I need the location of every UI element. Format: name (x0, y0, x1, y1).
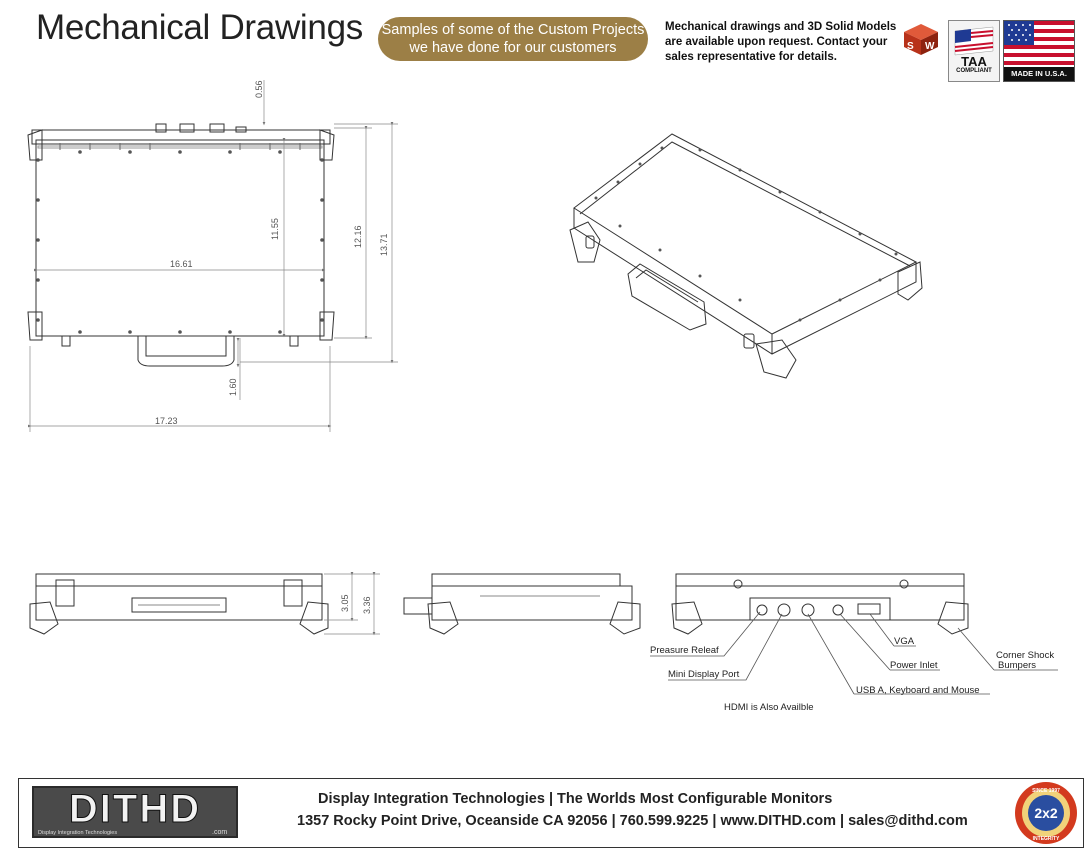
dim-height-mid: 12.16 (353, 225, 363, 248)
callout-pressure-relief: Preasure Releaf (650, 645, 719, 656)
notice-line-1: Mechanical drawings and 3D Solid Models (665, 21, 897, 33)
page-title: Mechanical Drawings (36, 8, 363, 47)
side-view-connectors (672, 574, 968, 634)
footer-line-1: Display Integration Technologies | The Worlds Most Configurable Monitors (318, 791, 833, 807)
dim-handle-depth: 1.60 (228, 378, 238, 396)
top-view (28, 124, 334, 366)
usa-label: MADE IN U.S.A. (1004, 67, 1074, 81)
callout-bumpers-2: Bumpers (998, 660, 1037, 671)
banner-line-2: we have done for our customers (409, 40, 617, 56)
seal-center-text: 2x2 (1034, 805, 1058, 821)
dithd-logo-com: .com (212, 829, 228, 836)
dim-top-offset: 0.56 (254, 80, 264, 98)
dim-height-inner: 11.55 (270, 218, 280, 240)
callout-bumpers-1: Corner Shock (996, 650, 1055, 661)
dithd-logo (32, 786, 238, 838)
svg-text:S: S (907, 41, 914, 52)
callout-vga: VGA (894, 636, 915, 647)
seal-bottom-text: INTEGRITY (1032, 836, 1060, 842)
dithd-logo-text: DITHD (68, 787, 202, 831)
footer-line-2: 1357 Rocky Point Drive, Oceanside CA 92056 | 760.599.9225 | www.DITHD.com | sales@dithd.com (297, 813, 968, 829)
dim-side-thick: 3.36 (362, 596, 372, 614)
top-view-screws (36, 150, 324, 334)
seal-top-text: SINCE 1997 (1032, 788, 1060, 794)
integrity-seal-icon (1014, 781, 1078, 845)
dim-width-total: 17.23 (155, 416, 178, 426)
svg-text:W: W (925, 41, 935, 52)
side-view-front (30, 574, 328, 634)
dim-width-inner: 16.61 (170, 259, 193, 269)
notice-line-3: sales representative for details. (665, 51, 837, 63)
banner-line-1: Samples of some of the Custom Projects (381, 22, 645, 38)
callout-mini-display-port: Mini Display Port (668, 669, 740, 680)
hdmi-note: HDMI is Also Availble (724, 702, 814, 713)
dim-side-thin: 3.05 (340, 594, 350, 612)
side-view-left (404, 574, 640, 634)
callout-power-inlet: Power Inlet (890, 660, 938, 671)
dim-height-total: 13.71 (379, 233, 389, 256)
notice-line-2: are available upon request. Contact your (665, 36, 888, 48)
taa-sub: COMPLIANT (956, 68, 992, 74)
dithd-logo-sub: Display Integration Technologies (38, 830, 118, 836)
taa-label: TAA (961, 54, 987, 69)
isometric-view (570, 134, 922, 378)
callout-usb: USB A, Keyboard and Mouse (856, 685, 980, 696)
